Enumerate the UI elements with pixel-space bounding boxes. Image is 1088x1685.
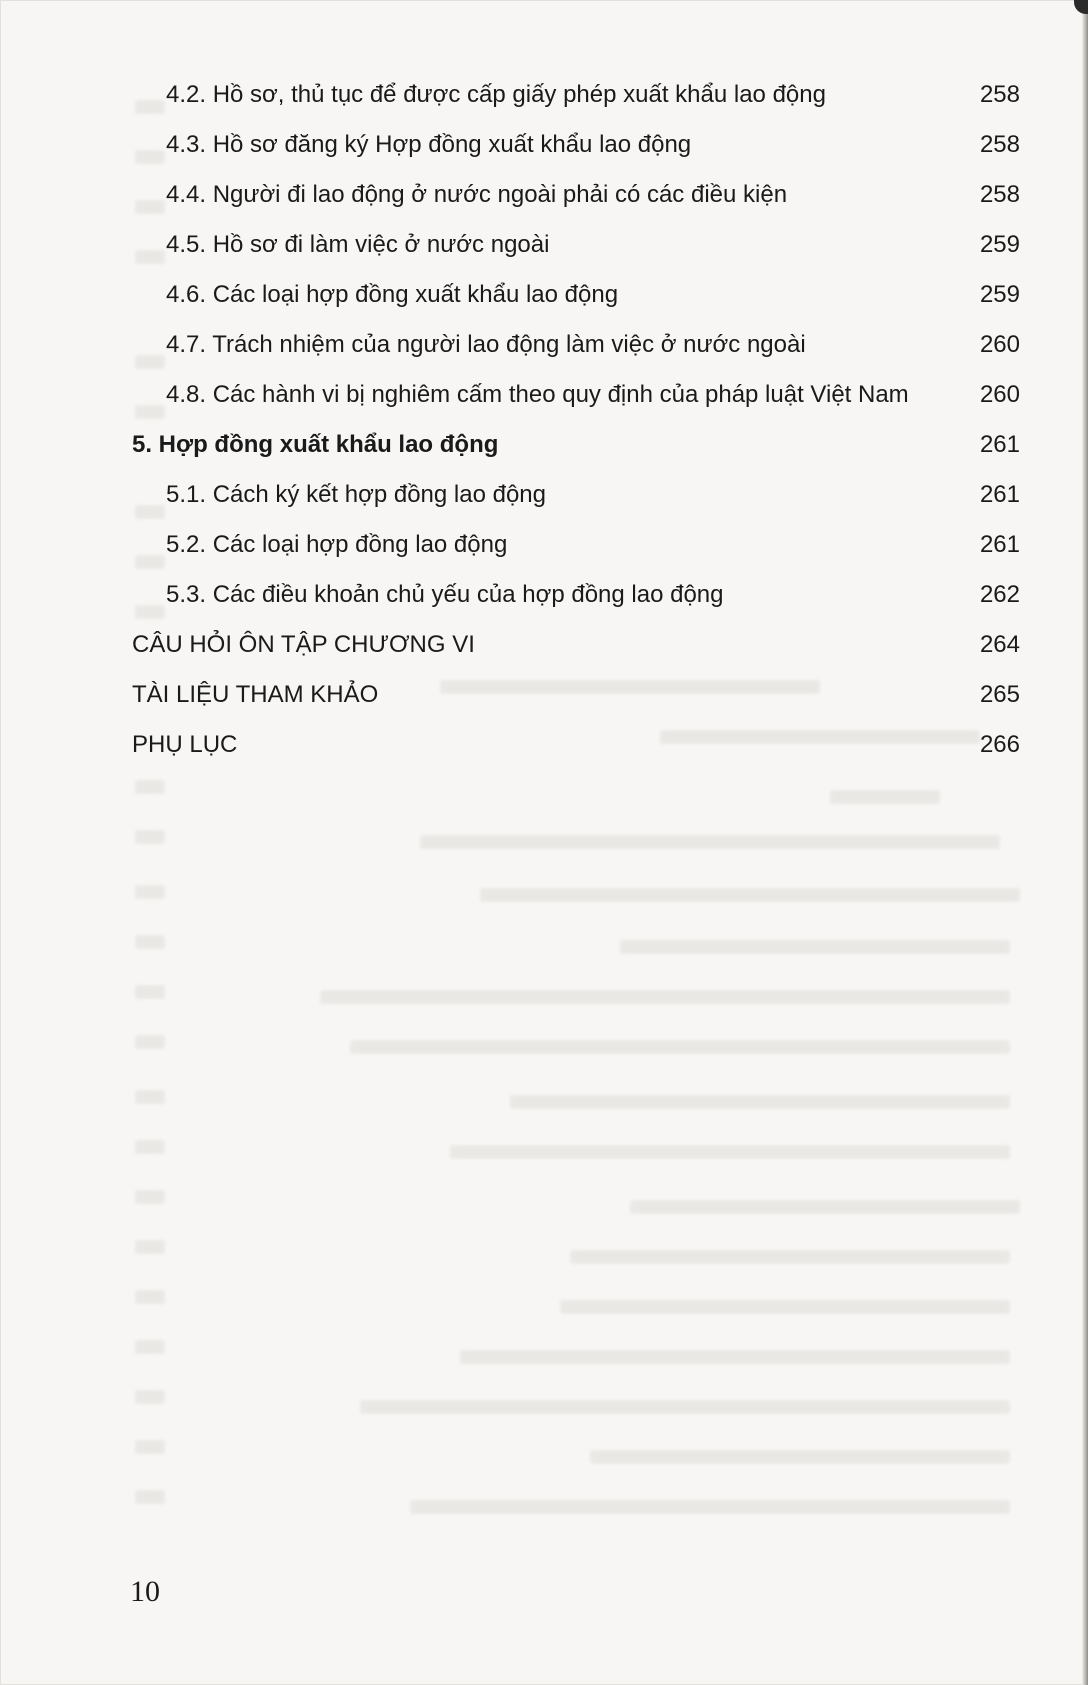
- toc-section-heading: [0, 428, 1088, 468]
- toc-entry-page: 264: [979, 631, 1020, 658]
- toc-entry-label: 5.3. Các điều khoản chủ yếu của hợp đồng lao động: [166, 581, 724, 608]
- toc-entry-label: 4.2. Hồ sơ, thủ tục để được cấp giấy phép xuất khẩu lao động: [166, 81, 826, 108]
- toc-entry: [0, 578, 1088, 618]
- toc-entry-page: 262: [979, 581, 1020, 608]
- toc-entry-label: TÀI LIỆU THAM KHẢO: [132, 681, 379, 708]
- toc-entry-label: 4.4. Người đi lao động ở nước ngoài phải có các điều kiện: [166, 181, 788, 208]
- toc-entry-label: CÂU HỎI ÔN TẬP CHƯƠNG VI: [132, 631, 475, 658]
- toc-entry: [0, 478, 1088, 518]
- toc-entry: [0, 228, 1088, 268]
- toc-entry-label: 4.7. Trách nhiệm của người lao động làm việc ở nước ngoài: [166, 331, 806, 358]
- toc-entry-page: 265: [979, 681, 1020, 708]
- toc-entry: [0, 628, 1088, 668]
- toc-entry: [0, 128, 1088, 168]
- toc-entry-label: 4.8. Các hành vi bị nghiêm cấm theo quy định của pháp luật Việt Nam: [166, 381, 909, 408]
- toc-entry-page: 258: [979, 81, 1020, 108]
- toc-entry-page: 258: [979, 131, 1020, 158]
- toc-entry-page: 259: [979, 231, 1020, 258]
- toc-entry-page: 261: [979, 431, 1020, 458]
- toc-entry: [0, 678, 1088, 718]
- toc-entry-page: 260: [979, 331, 1020, 358]
- toc-entry: [0, 178, 1088, 218]
- toc-entry-page: 258: [979, 181, 1020, 208]
- toc-entry-label: 5.2. Các loại hợp đồng lao động: [166, 531, 508, 558]
- toc-entry: [0, 328, 1088, 368]
- page-number: 10: [130, 1575, 160, 1608]
- toc-entry-label: 5. Hợp đồng xuất khẩu lao động: [132, 431, 499, 458]
- toc-entry-page: 260: [979, 381, 1020, 408]
- toc-entry: [0, 378, 1088, 418]
- toc-entry: [0, 278, 1088, 318]
- toc-entry: [0, 528, 1088, 568]
- toc-entry-page: 259: [979, 281, 1020, 308]
- toc-entry-label: 4.5. Hồ sơ đi làm việc ở nước ngoài: [166, 231, 550, 258]
- toc-entry: [0, 78, 1088, 118]
- toc-entry-label: PHỤ LỤC: [132, 731, 238, 758]
- toc-entry: [0, 728, 1088, 768]
- toc-entry-page: 266: [979, 731, 1020, 758]
- page-edge-shadow: [1082, 0, 1088, 1685]
- toc-entry-label: 4.6. Các loại hợp đồng xuất khẩu lao động: [166, 281, 619, 308]
- toc-entry-page: 261: [979, 481, 1020, 508]
- toc-entry-page: 261: [979, 531, 1020, 558]
- toc-entry-label: 4.3. Hồ sơ đăng ký Hợp đồng xuất khẩu lao động: [166, 131, 692, 158]
- toc-entry-label: 5.1. Cách ký kết hợp đồng lao động: [166, 481, 546, 508]
- corner-mark: [1074, 0, 1088, 14]
